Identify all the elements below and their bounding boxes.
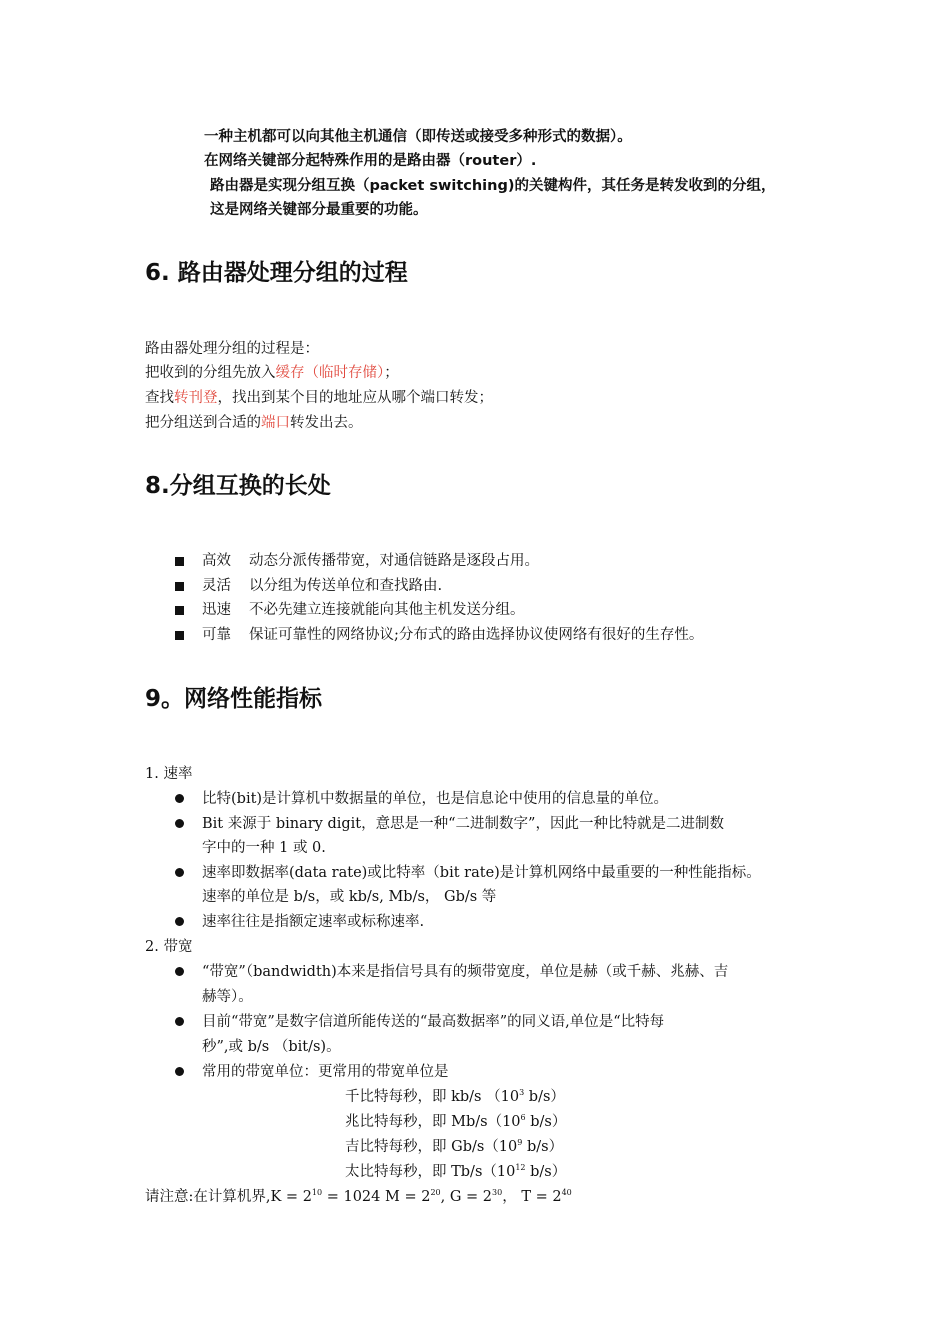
intro-line-4: 这是网络关键部分最重要的功能。 xyxy=(210,202,428,218)
advantage-desc: 保证可靠性的网络协议;分布式的路由选择协议使网络有很好的生存性。 xyxy=(249,627,704,643)
note-exp-4: 40 xyxy=(561,1188,572,1197)
advantage-item xyxy=(202,625,703,645)
unit-gbps xyxy=(345,1137,563,1157)
sec6-p2-end: ； xyxy=(384,365,399,381)
round-bullet-icon xyxy=(175,917,184,926)
square-bullet-icon xyxy=(175,606,184,615)
advantage-desc: 动态分派传播带宽，对通信链路是逐段占用。 xyxy=(249,553,539,569)
bandwidth-bullet-3: 常用的带宽单位：更常用的带宽单位是 xyxy=(202,1064,449,1080)
bandwidth-bullet-1-line-2: 赫等）。 xyxy=(202,989,253,1005)
advantage-item xyxy=(202,576,442,596)
intro-line-2: 在网络关键部分起特殊作用的是路由器（router）. xyxy=(204,153,537,169)
unit-gbps-exponent: 9 xyxy=(517,1138,523,1147)
note-text-4: ， T = 2 xyxy=(502,1189,562,1205)
unit-kbps-text: 千比特每秒，即 kb/s （10 xyxy=(345,1089,520,1105)
unit-tbps xyxy=(345,1162,566,1182)
sec6-paragraph-4 xyxy=(145,413,363,433)
rate-bullet-3-line-1: 速率即数据率(data rate)或比特率（bit rate)是计算机网络中最重要的一种性能指标。 xyxy=(202,865,761,881)
unit-mbps xyxy=(345,1112,566,1132)
advantage-item xyxy=(202,551,539,571)
round-bullet-icon xyxy=(175,1067,184,1076)
sec6-paragraph-2 xyxy=(145,363,399,383)
note-text-3: , G = 2 xyxy=(440,1189,493,1205)
square-bullet-icon xyxy=(175,582,184,591)
note-text-1: 请注意:在计算机界,K = 2 xyxy=(145,1189,312,1205)
advantage-desc: 以分组为传送单位和查找路由. xyxy=(249,578,443,594)
bandwidth-bullet-1-line-1: “带宽”（bandwidth)本来是指信号具有的频带宽度，单位是赫（或千赫、兆赫、吉 xyxy=(202,964,729,980)
rate-bullet-2-line-1: Bit 来源于 binary digit，意思是一种“二进制数字”，因此一种比特就是二进制数 xyxy=(202,816,724,832)
advantage-item xyxy=(202,600,525,620)
bandwidth-bullet-2-line-2: 秒”,或 b/s （bit/s)。 xyxy=(202,1039,341,1055)
advantage-term: 迅速 xyxy=(202,602,231,618)
intro-line-3: 路由器是实现分组互换（packet switching)的关键构件，其任务是转发收到的分组， xyxy=(210,178,776,194)
unit-tbps-exponent: 12 xyxy=(515,1163,526,1172)
numbered-item-bandwidth: 2. 带宽 xyxy=(145,939,193,955)
unit-kbps-exponent: 3 xyxy=(519,1088,525,1097)
unit-mbps-tail: b/s） xyxy=(525,1114,567,1130)
round-bullet-icon xyxy=(175,819,184,828)
unit-tbps-tail: b/s） xyxy=(525,1164,567,1180)
square-bullet-icon xyxy=(175,631,184,640)
sec6-p2-text: 把收到的分组先放入 xyxy=(145,365,276,381)
sec6-p2-highlight: 缓存（临时存储） xyxy=(275,365,385,381)
advantage-term: 可靠 xyxy=(202,627,231,643)
sec6-p3-text: 查找 xyxy=(145,390,174,406)
advantage-desc: 不必先建立连接就能向其他主机发送分组。 xyxy=(249,602,525,618)
round-bullet-icon xyxy=(175,967,184,976)
rate-bullet-3-line-2: 速率的单位是 b/s，或 kb/s, Mb/s， Gb/s 等 xyxy=(202,889,497,905)
round-bullet-icon xyxy=(175,1017,184,1026)
square-bullet-icon xyxy=(175,557,184,566)
sec6-paragraph-3 xyxy=(145,388,493,408)
advantage-term: 高效 xyxy=(202,553,231,569)
note-line xyxy=(145,1187,572,1207)
intro-line-1: 一种主机都可以向其他主机通信（即传送或接受多种形式的数据）。 xyxy=(204,129,632,145)
numbered-item-rate: 1. 速率 xyxy=(145,766,193,782)
note-exp-2: 20 xyxy=(430,1188,441,1197)
note-exp-1: 10 xyxy=(311,1188,323,1197)
note-exp-3: 30 xyxy=(492,1188,503,1197)
unit-kbps xyxy=(345,1087,565,1107)
unit-gbps-text: 吉比特每秒，即 Gb/s（10 xyxy=(345,1139,518,1155)
rate-bullet-4: 速率往往是指额定速率或标称速率. xyxy=(202,914,425,930)
unit-kbps-tail: b/s） xyxy=(524,1089,565,1105)
sec6-p4-text: 把分组送到合适的 xyxy=(145,415,261,431)
section-6-heading: 6. 路由器处理分组的过程 xyxy=(145,260,408,286)
sec6-p3-end: ，找出到某个目的地址应从哪个端口转发； xyxy=(217,390,493,406)
rate-bullet-1: 比特(bit)是计算机中数据量的单位，也是信息论中使用的信息量的单位。 xyxy=(202,791,669,807)
rate-bullet-2-line-2: 字中的一种 1 或 0. xyxy=(202,840,326,856)
sec6-paragraph-1: 路由器处理分组的过程是： xyxy=(145,341,319,357)
unit-mbps-text: 兆比特每秒，即 Mb/s（10 xyxy=(345,1114,521,1130)
sec6-p4-highlight: 端口 xyxy=(261,415,290,431)
sec6-p4-end: 转发出去。 xyxy=(290,415,363,431)
section-9-heading: 9。网络性能指标 xyxy=(145,686,323,712)
round-bullet-icon xyxy=(175,868,184,877)
round-bullet-icon xyxy=(175,794,184,803)
advantage-term: 灵活 xyxy=(202,578,231,594)
unit-mbps-exponent: 6 xyxy=(520,1113,526,1122)
note-text-2: = 1024 M = 2 xyxy=(322,1189,431,1205)
unit-gbps-tail: b/s） xyxy=(522,1139,564,1155)
bandwidth-bullet-2-line-1: 目前“带宽”是数字信道所能传送的“最高数据率”的同义语,单位是“比特每 xyxy=(202,1014,665,1030)
sec6-p3-highlight: 转刊登 xyxy=(174,390,218,406)
section-8-heading: 8.分组互换的长处 xyxy=(145,473,331,499)
unit-tbps-text: 太比特每秒，即 Tb/s（10 xyxy=(345,1164,516,1180)
